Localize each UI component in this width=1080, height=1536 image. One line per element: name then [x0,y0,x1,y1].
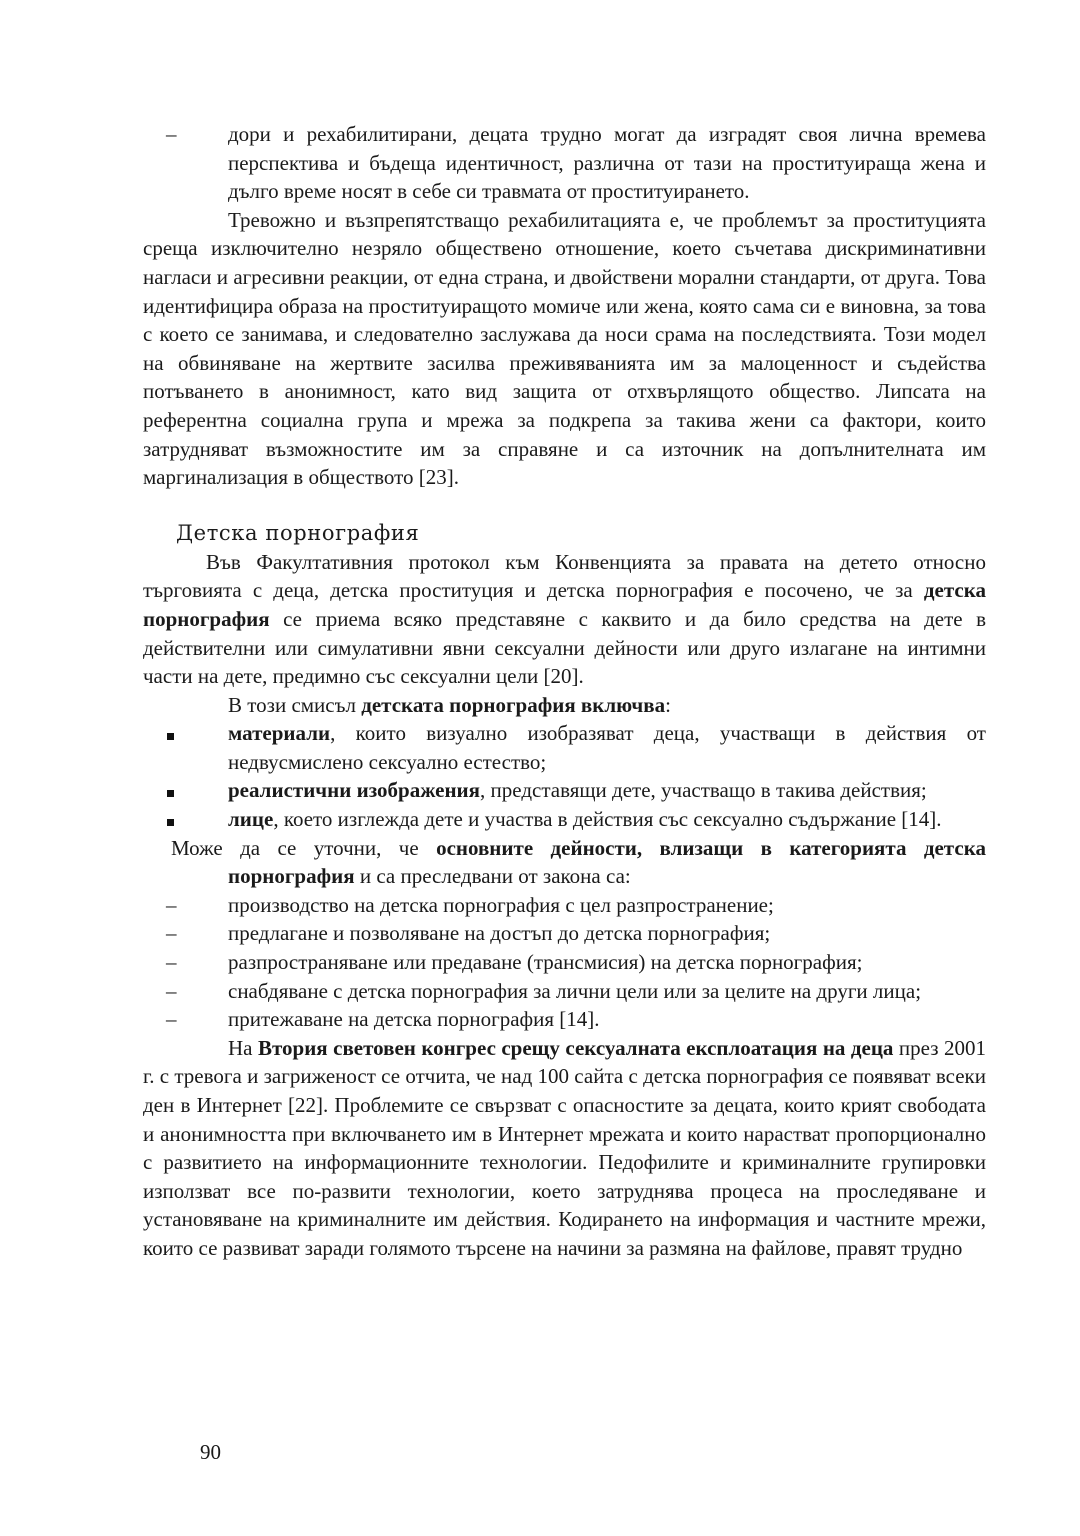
dash-item-text: дори и рехабилитирани, децата трудно могат да изградят своя лична времева перспектива и бъдеща идентичност, различна от тази на проституираща жена и дълго време носят в себе си травмата от проституирането. [228,122,986,204]
bullet-list-item [143,719,986,776]
dash-marker: – [166,921,177,946]
dash-marker: – [166,892,177,917]
dash-list-item [143,891,986,920]
dash-list-item [143,1005,986,1034]
square-bullet-icon [143,805,228,834]
bullet-text [228,719,986,776]
dash-list-item [143,919,986,948]
dash-marker: – [166,978,177,1003]
text-run: Може да се уточни, че [171,835,437,860]
dash-item-text: снабдяване с детска порнография за лични цели или за целите на други лица; [228,978,922,1003]
bold-term: материали [228,721,331,746]
text-run: , което изглежда дете и участва в действия със сексуално съдържание [14]. [273,807,942,832]
paragraph-definition [143,548,986,691]
dash-list-item [143,977,986,1006]
dash-list-item [143,120,986,206]
dash-item-text: притежаване на детска порнография [14]. [228,1007,600,1032]
square-bullet-icon [143,719,228,748]
bullet-list-item [143,776,986,805]
bold-term: лице [228,807,274,832]
text-run: , които визуално изобразяват деца, участващи в действия от недвусмислено сексуално естество; [228,721,986,774]
square-bullet-icon [143,776,228,805]
section-heading: Детска порнография [176,520,420,545]
text-run: се приема всяко представяне с каквито и да било средства на дете в действителни или симулативни явни сексуални дейности или друго излагане на интимни части на дете, предимно със сексуални цели [20]. [143,606,986,689]
text-run: и са преследвани от закона са: [354,864,631,889]
text-run: : [665,692,671,717]
dash-marker: – [166,122,177,146]
bullet-text [228,776,986,805]
text-run: Във Факултативния протокол към Конвенцията за правата на детето относно търговията с деца, детска проституция и детска порнография е посочено, че за [143,549,986,603]
page-number: 90 [200,1440,221,1464]
text-run: В този смисъл [228,692,362,717]
bullet-text [228,805,986,834]
bold-term: Втория световен конгрес срещу сексуалната експлоатация на деца [257,1035,894,1060]
bold-term: реалистични изображения [228,778,481,803]
paragraph-prostitution-attitudes: Тревожно и възпрепятстващо рехабилитацията е, че проблемът за проституцията среща изключително незряло обществено отношение, което съчетава дискриминативни нагласи и агресивни реакции, от една страна, и двойствени морални стандарти, от друга. Това идентифицира образа на проституиращото момиче или жена, която сама си е виновна, за това с което се занимава, и следователно заслужава да носи срама на последствията. Този модел на обвиняване на жертвите засилва преживяванията им за малоценност и съдейства потъването в анонимност, като вид защита от отхвърлящото общество. Липсата на референтна социална група и мрежа за подкрепа за такива жени са фактори, които затрудняват възможностите им за справяне и са източник на допълнителната им маргинализация в обществото [23]. [143,207,986,490]
bullet-list-item [143,805,986,834]
text-run: , представящи дете, участващо в такива действия; [480,778,927,803]
dash-item-text: производство на детска порнография с цел разпространение; [228,892,774,917]
text-run: през 2001 г. с тревога и загриженост се отчита, че над 100 сайта с детска порнография се появяват всеки ден в Интернет [22]. Проблемите се свързват с опасностите за децата, които крият свободата и анонимността при включването им в Интернет мрежата и които нарастват пропорционално с развитието на информационните технологии. Педофилите и криминалните групировки използват все по-развити технологии, което затруднява процеса на проследяване и установяване на криминалните им действия. Кодирането на информация и частните мрежи, които се развиват заради голямото търсене на начини за размяна на файлове, правят трудно [143,1035,986,1260]
bold-term: детската порнография включва [361,692,666,717]
text-run: На [228,1035,258,1060]
bold-term: детска порнография [143,578,986,631]
paragraph-world-congress [143,1034,986,1263]
dash-item-text: предлагане и позволяване на достъп до детска порнография; [228,921,771,946]
dash-list-item [143,948,986,977]
paragraph-includes [143,691,986,720]
paragraph-activities [143,834,986,891]
dash-marker: – [166,950,177,975]
bold-term: основните дейности, влизащи в категорията детска порнография [228,835,986,889]
dash-marker: – [166,1007,177,1032]
dash-item-text: разпространяване или предаване (трансмисия) на детска порнография; [228,950,863,975]
page-body [143,120,986,1263]
